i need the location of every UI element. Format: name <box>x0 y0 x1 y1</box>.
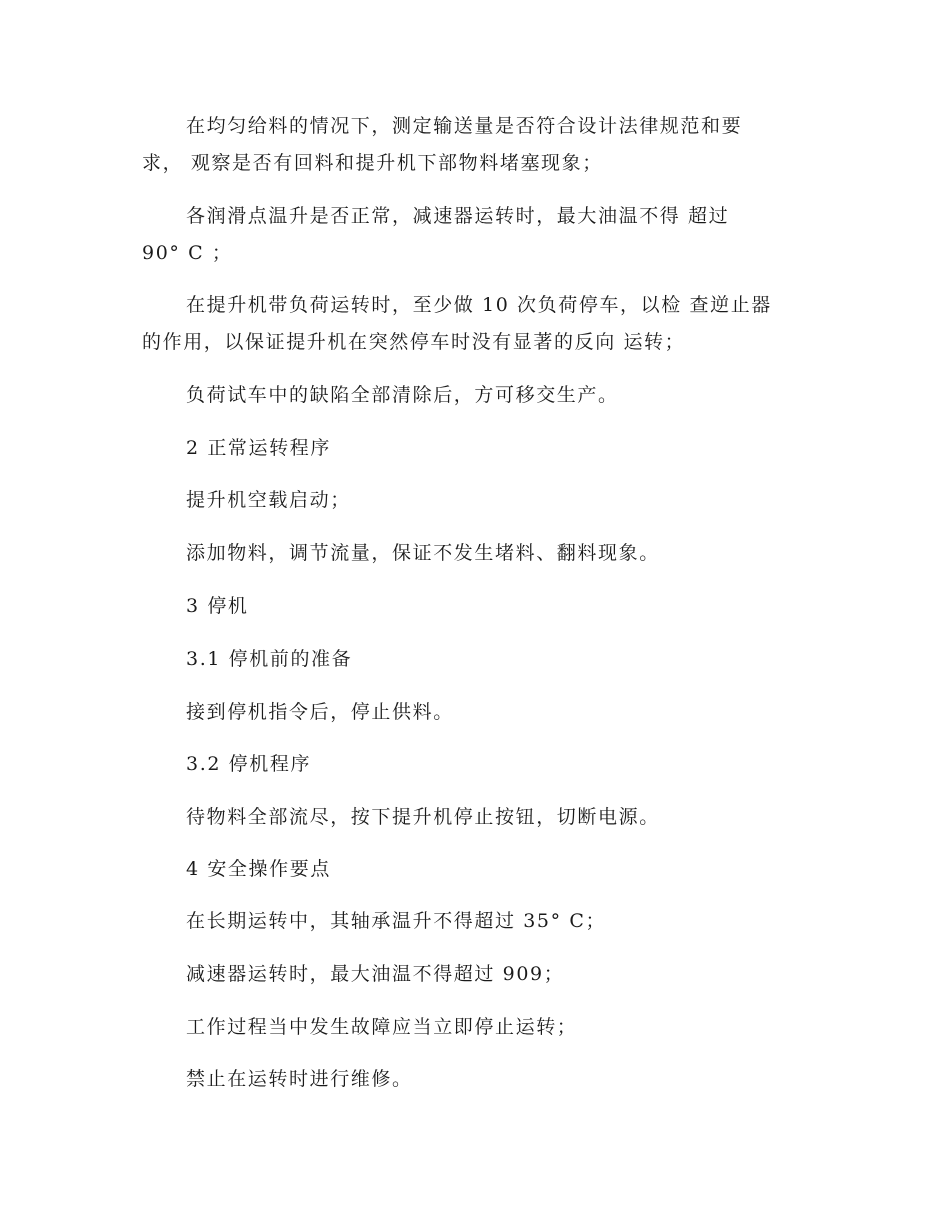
heading-text: 3.1 停机前的准备 <box>186 648 353 670</box>
text-line: 添加物料，调节流量，保证不发生堵料、翻料现象。 <box>186 542 660 564</box>
paragraph-lubrication-check <box>142 198 802 272</box>
heading-text: 3.2 停机程序 <box>186 753 312 775</box>
text-line: 在提升机带负荷运转时，至少做 10 次负荷停车，以检 查逆止器 <box>186 294 772 316</box>
text-line: 在长期运转中，其轴承温升不得超过 35° C； <box>186 910 607 932</box>
text-line: 各润滑点温升是否正常，减速器运转时，最大油温不得 超过 <box>186 205 730 227</box>
section-heading-normal-operation <box>142 430 802 467</box>
subsection-heading-shutdown-procedure <box>142 746 802 783</box>
paragraph-handover <box>142 377 802 414</box>
subsection-heading-preparation <box>142 641 802 678</box>
text-line: 禁止在运转时进行维修。 <box>186 1068 413 1090</box>
section-heading-shutdown <box>142 588 802 625</box>
paragraph-fault-stop <box>142 1009 802 1046</box>
paragraph-bearing-temp <box>142 903 802 940</box>
text-line: 负荷试车中的缺陷全部清除后，方可移交生产。 <box>186 384 619 406</box>
text-line: 减速器运转时，最大油温不得超过 909； <box>186 963 565 985</box>
text-line: 接到停机指令后，停止供料。 <box>186 701 454 723</box>
text-line: 待物料全部流尽，按下提升机停止按钮，切断电源。 <box>186 806 660 828</box>
paragraph-load-stop-test <box>142 287 802 361</box>
text-line: 求， 观察是否有回料和提升机下部物料堵塞现象； <box>142 152 603 174</box>
paragraph-stop-feed <box>142 694 802 731</box>
paragraph-no-load-start <box>142 482 802 519</box>
paragraph-no-maintenance-running <box>142 1061 802 1098</box>
heading-text: 4 安全操作要点 <box>186 858 331 880</box>
section-heading-safety <box>142 851 802 888</box>
text-line: 的作用，以保证提升机在突然停车时没有显著的反向 运转； <box>142 331 686 353</box>
heading-text: 2 正常运转程序 <box>186 437 331 459</box>
paragraph-oil-temp <box>142 956 802 993</box>
text-line: 90° C ； <box>142 242 233 264</box>
text-line: 提升机空载启动； <box>186 489 351 511</box>
heading-text: 3 停机 <box>186 595 249 617</box>
paragraph-add-material <box>142 535 802 572</box>
text-line: 在均匀给料的情况下，测定输送量是否符合设计法律规范和要 <box>186 115 743 137</box>
text-line: 工作过程当中发生故障应当立即停止运转； <box>186 1016 578 1038</box>
paragraph-feed-test <box>142 108 802 182</box>
paragraph-power-off <box>142 799 802 836</box>
